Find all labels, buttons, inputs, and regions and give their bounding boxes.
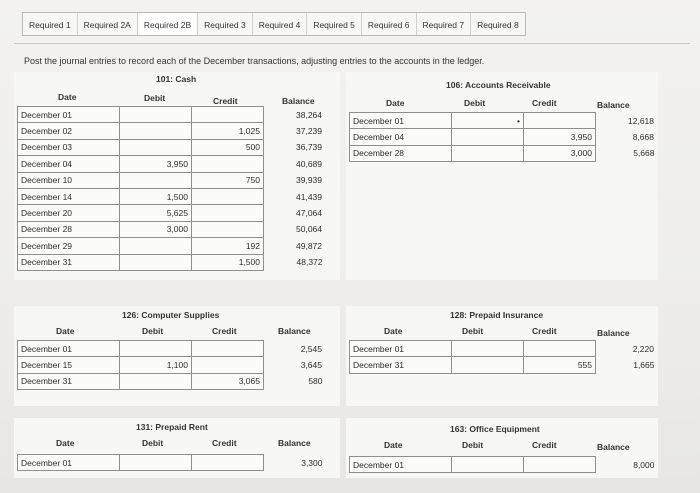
- ledger-row: [18, 455, 326, 471]
- header-debit: Debit: [462, 440, 484, 450]
- date-input[interactable]: December 04: [350, 129, 452, 145]
- ledger-title: 106: Accounts Receivable: [446, 80, 551, 90]
- ledger-title: 131: Prepaid Rent: [136, 422, 208, 432]
- debit-input[interactable]: [120, 139, 192, 155]
- balance-value: 580: [308, 376, 323, 387]
- credit-input[interactable]: [192, 156, 264, 172]
- ledger-row: [350, 113, 658, 129]
- date-input[interactable]: December 31: [350, 357, 452, 373]
- tab-required-1[interactable]: Required 1: [23, 13, 78, 35]
- debit-input[interactable]: [120, 123, 192, 139]
- ledger-row: [18, 107, 326, 123]
- date-input[interactable]: December 01: [350, 113, 452, 129]
- balance-value: 2,220: [632, 343, 654, 354]
- debit-input[interactable]: [452, 457, 524, 473]
- balance-value: 12,618: [628, 115, 654, 126]
- date-input[interactable]: December 04: [18, 156, 120, 172]
- tab-required-3[interactable]: Required 3: [198, 13, 253, 35]
- debit-input[interactable]: [120, 341, 192, 357]
- ledger-cash: [14, 72, 340, 280]
- credit-input[interactable]: 555: [524, 357, 596, 373]
- ledger-computer-supplies: [14, 306, 340, 406]
- ledger-table: [17, 454, 326, 471]
- ledger-title: 101: Cash: [156, 74, 197, 84]
- credit-input[interactable]: [524, 341, 596, 357]
- date-input[interactable]: December 15: [18, 357, 120, 373]
- ledger-row: [350, 457, 658, 473]
- tab-required-2b[interactable]: Required 2B: [138, 13, 198, 35]
- header-debit: Debit: [462, 326, 484, 336]
- header-balance: Balance: [278, 438, 311, 448]
- credit-input[interactable]: [524, 113, 596, 129]
- date-input[interactable]: December 10: [18, 172, 120, 188]
- ledger-row: [18, 254, 326, 270]
- balance-value: 38,264: [296, 109, 322, 120]
- header-date: Date: [384, 440, 403, 450]
- header-date: Date: [384, 326, 403, 336]
- ledger-title: 128: Prepaid Insurance: [450, 310, 544, 320]
- credit-input[interactable]: [192, 107, 264, 123]
- debit-input[interactable]: [120, 455, 192, 471]
- balance-value: 3,300: [301, 457, 323, 468]
- balance-value: 48,372: [296, 257, 323, 268]
- credit-input[interactable]: 1,500: [192, 254, 264, 270]
- date-input[interactable]: December 01: [350, 457, 452, 473]
- ledger-row: [18, 221, 326, 237]
- date-input[interactable]: December 03: [18, 139, 120, 155]
- debit-input[interactable]: 3,950: [120, 156, 192, 172]
- credit-input[interactable]: [192, 455, 264, 471]
- balance-value: 41,439: [296, 191, 322, 202]
- credit-input[interactable]: 750: [192, 172, 264, 188]
- debit-input[interactable]: [120, 107, 192, 123]
- balance-value: 3,645: [300, 360, 322, 371]
- ledger-title: 126: Computer Supplies: [122, 310, 220, 320]
- header-date: Date: [58, 92, 77, 102]
- debit-input[interactable]: [452, 341, 524, 357]
- debit-input[interactable]: 5,625: [120, 205, 192, 221]
- debit-input[interactable]: [452, 357, 524, 373]
- date-input[interactable]: December 31: [18, 254, 120, 270]
- header-date: Date: [56, 438, 75, 448]
- ledger-office-equipment: [346, 418, 658, 478]
- ledger-row: [350, 129, 658, 145]
- credit-input[interactable]: [192, 188, 264, 204]
- date-input[interactable]: December 01: [350, 341, 452, 357]
- header-balance: Balance: [597, 442, 630, 452]
- header-date: Date: [56, 326, 75, 336]
- debit-input[interactable]: [120, 373, 192, 389]
- ledger-row: [18, 357, 326, 373]
- credit-input[interactable]: 500: [192, 139, 264, 155]
- debit-input[interactable]: 3,000: [120, 221, 192, 237]
- date-input[interactable]: December 02: [18, 123, 120, 139]
- debit-input[interactable]: [120, 238, 192, 254]
- ledger-row: [350, 145, 658, 161]
- debit-input[interactable]: [452, 145, 524, 161]
- header-credit: Credit: [532, 326, 557, 336]
- header-balance: Balance: [597, 328, 630, 338]
- tab-required-5[interactable]: Required 5: [307, 13, 362, 35]
- credit-input[interactable]: [192, 341, 264, 357]
- ledger-table: [17, 340, 326, 390]
- ledger-title: 163: Office Equipment: [450, 424, 540, 434]
- date-input[interactable]: December 28: [18, 221, 120, 237]
- header-debit: Debit: [142, 326, 164, 336]
- balance-value: 47,064: [296, 208, 322, 219]
- date-input[interactable]: December 29: [18, 238, 120, 254]
- debit-input[interactable]: [120, 254, 192, 270]
- balance-value: 49,872: [296, 240, 322, 251]
- header-date: Date: [386, 98, 405, 108]
- ledger-table: [17, 106, 326, 271]
- instructions-text: Post the journal entries to record each of the December transactions, adjusting entries to the accounts in the ledger.: [24, 56, 485, 66]
- balance-value: 50,064: [296, 224, 322, 235]
- credit-input[interactable]: [192, 357, 264, 373]
- date-input[interactable]: December 01: [18, 341, 120, 357]
- tab-required-8[interactable]: Required 8: [477, 20, 519, 30]
- credit-input[interactable]: 192: [192, 238, 264, 254]
- balance-value: 1,665: [633, 360, 655, 371]
- ledger-table: [349, 456, 658, 473]
- ledger-row: [18, 139, 326, 155]
- credit-input[interactable]: [192, 205, 264, 221]
- debit-input[interactable]: [452, 129, 524, 145]
- ledger-accounts-receivable: [346, 72, 658, 280]
- tab-required-7[interactable]: Required 7: [417, 13, 472, 35]
- balance-value: 37,239: [296, 126, 322, 137]
- credit-input[interactable]: 1,025: [192, 123, 264, 139]
- ledger-row: [18, 205, 326, 221]
- debit-input[interactable]: •: [452, 113, 524, 129]
- debit-input[interactable]: [120, 172, 192, 188]
- balance-value: 40,689: [296, 158, 322, 169]
- header-balance: Balance: [597, 100, 630, 110]
- ledger-row: [18, 238, 326, 254]
- credit-input[interactable]: [192, 221, 264, 237]
- ledger-row: [350, 357, 658, 373]
- header-credit: Credit: [532, 98, 557, 108]
- header-debit: Debit: [144, 93, 166, 103]
- ledger-row: [18, 156, 326, 172]
- tab-bar: [22, 12, 526, 36]
- balance-value: 5,668: [633, 148, 655, 159]
- ledger-row: [18, 341, 326, 357]
- header-debit: Debit: [464, 98, 486, 108]
- ledger-prepaid-insurance: [346, 306, 658, 406]
- header-debit: Debit: [142, 438, 164, 448]
- credit-input[interactable]: 3,950: [524, 129, 596, 145]
- ledger-row: [18, 373, 326, 389]
- balance-value: 36,739: [296, 142, 322, 153]
- header-balance: Balance: [278, 326, 311, 336]
- date-input[interactable]: December 20: [18, 205, 120, 221]
- date-input[interactable]: December 14: [18, 188, 120, 204]
- balance-value: 39,939: [296, 175, 322, 186]
- ledger-table: [349, 340, 658, 374]
- tab-required-6[interactable]: Required 6: [362, 13, 417, 35]
- ledger-table: [349, 112, 658, 162]
- balance-value: 8,000: [633, 459, 655, 470]
- credit-input[interactable]: [524, 457, 596, 473]
- header-credit: Credit: [213, 96, 238, 106]
- date-input[interactable]: December 28: [350, 145, 452, 161]
- ledger-row: [350, 341, 658, 357]
- date-input[interactable]: December 31: [18, 373, 120, 389]
- header-credit: Credit: [212, 438, 237, 448]
- credit-input[interactable]: 3,065: [192, 373, 264, 389]
- date-input[interactable]: December 01: [18, 107, 120, 123]
- date-input[interactable]: December 01: [18, 455, 120, 471]
- header-balance: Balance: [282, 96, 315, 106]
- tab-required-2a[interactable]: Required 2A: [78, 13, 138, 35]
- ledger-row: [18, 188, 326, 204]
- debit-input[interactable]: 1,100: [120, 357, 192, 373]
- credit-input[interactable]: 3,000: [524, 145, 596, 161]
- balance-value: 8,668: [632, 132, 654, 143]
- ledger-row: [18, 172, 326, 188]
- divider: [14, 43, 690, 44]
- tab-required-4[interactable]: Required 4: [253, 13, 308, 35]
- header-credit: Credit: [532, 440, 557, 450]
- balance-value: 2,545: [300, 343, 322, 354]
- debit-input[interactable]: 1,500: [120, 188, 192, 204]
- header-credit: Credit: [212, 326, 237, 336]
- ledger-row: [18, 123, 326, 139]
- ledger-prepaid-rent: [14, 418, 340, 478]
